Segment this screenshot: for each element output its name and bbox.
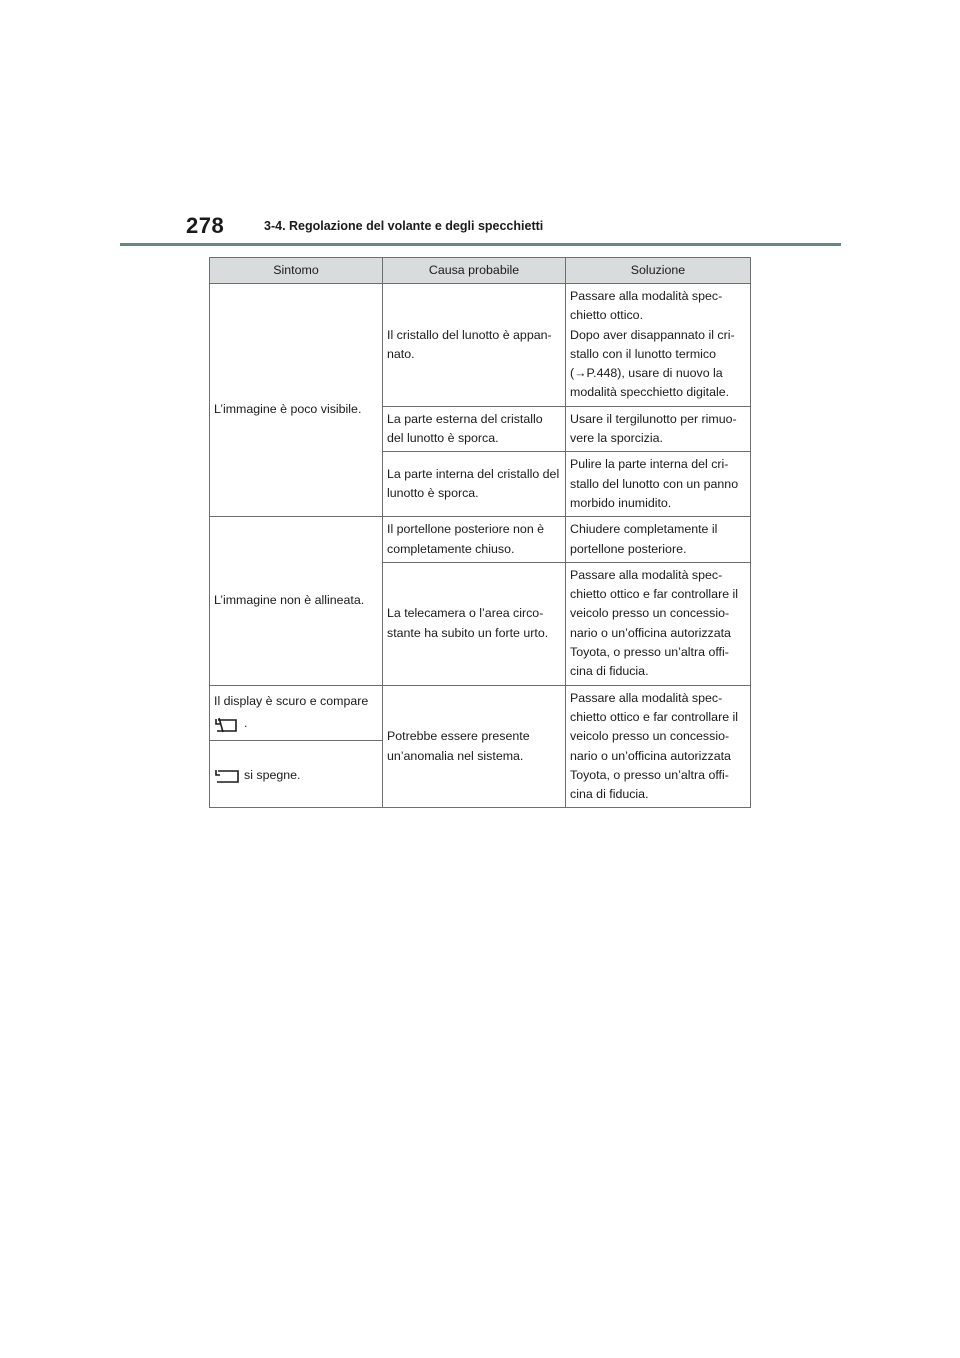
solution-text: Pulire la parte interna del cri- stallo del lunotto con un panno morbido inumidito. — [570, 457, 739, 510]
solution-text: Passare alla modalità spec- chietto ottico e far controllare il veicolo presso un concessio- nario o un’officina autorizzata Toyota, o presso un’altra offi- cina di fiducia. — [570, 567, 739, 679]
column-header-symptom: Sintomo — [210, 258, 383, 284]
cause-cell — [383, 685, 566, 808]
solution-text: Usare il tergilunotto per rimuo- vere la sporcizia. — [570, 411, 737, 446]
symptom-cell — [210, 284, 383, 517]
solution-cell — [566, 452, 751, 517]
digital-mirror-icon — [214, 767, 240, 785]
symptom-cell — [210, 517, 383, 685]
cause-cell — [383, 284, 566, 407]
solution-text: Passare alla modalità spec- chietto ottico. Dopo aver disappannato il cri- stallo con il lunotto termico (→P.448), usare di nuovo la modalità specchietto digitale. — [570, 289, 735, 400]
symptom-text: si spegne. — [244, 768, 301, 783]
solution-cell — [566, 284, 751, 407]
symptom-cell — [210, 740, 383, 807]
cause-cell — [383, 406, 566, 452]
column-header-solution: Soluzione — [566, 258, 751, 284]
table-row — [210, 284, 751, 407]
symptom-text: L’immagine non è allineata. — [214, 593, 365, 608]
cause-text: Potrebbe essere presente un’anomalia nel sistema. — [387, 729, 530, 763]
cause-cell — [383, 517, 566, 563]
solution-cell — [566, 562, 751, 685]
solution-text: Chiudere completamente il portellone posteriore. — [570, 522, 718, 556]
cause-text: Il portellone posteriore non è completamente chiuso. — [387, 522, 545, 556]
cause-cell — [383, 452, 566, 517]
digital-mirror-warning-icon — [214, 716, 240, 734]
table-header-row — [210, 258, 751, 284]
symptom-text-suffix: . — [244, 716, 248, 731]
cause-cell — [383, 562, 566, 685]
symptom-text: Il display è scuro e compare — [214, 694, 369, 709]
solution-cell — [566, 685, 751, 808]
column-header-cause: Causa probabile — [383, 258, 566, 284]
symptom-text: L’immagine è poco visibile. — [214, 402, 362, 417]
table-row — [210, 685, 751, 740]
cause-text: La telecamera o l’area circo- stante ha subito un forte urto. — [387, 606, 549, 640]
solution-cell — [566, 517, 751, 563]
solution-cell — [566, 406, 751, 452]
cause-text: Il cristallo del lunotto è appan- nato. — [387, 327, 552, 361]
cause-text: La parte interna del cristallo del lunotto è sporca. — [387, 467, 560, 501]
troubleshooting-table — [209, 257, 751, 808]
table-row — [210, 517, 751, 563]
header-rule — [120, 243, 841, 246]
section-title: 3-4. Regolazione del volante e degli specchietti — [264, 219, 544, 233]
page-number: 278 — [186, 213, 225, 238]
symptom-cell — [210, 685, 383, 740]
solution-text: Passare alla modalità spec- chietto ottico e far controllare il veicolo presso un concessio- nario o un’officina autorizzata Toyota, o presso un’altra offi- cina di fiducia. — [570, 690, 739, 802]
cause-text: La parte esterna del cristallo del lunotto è sporca. — [387, 411, 543, 446]
